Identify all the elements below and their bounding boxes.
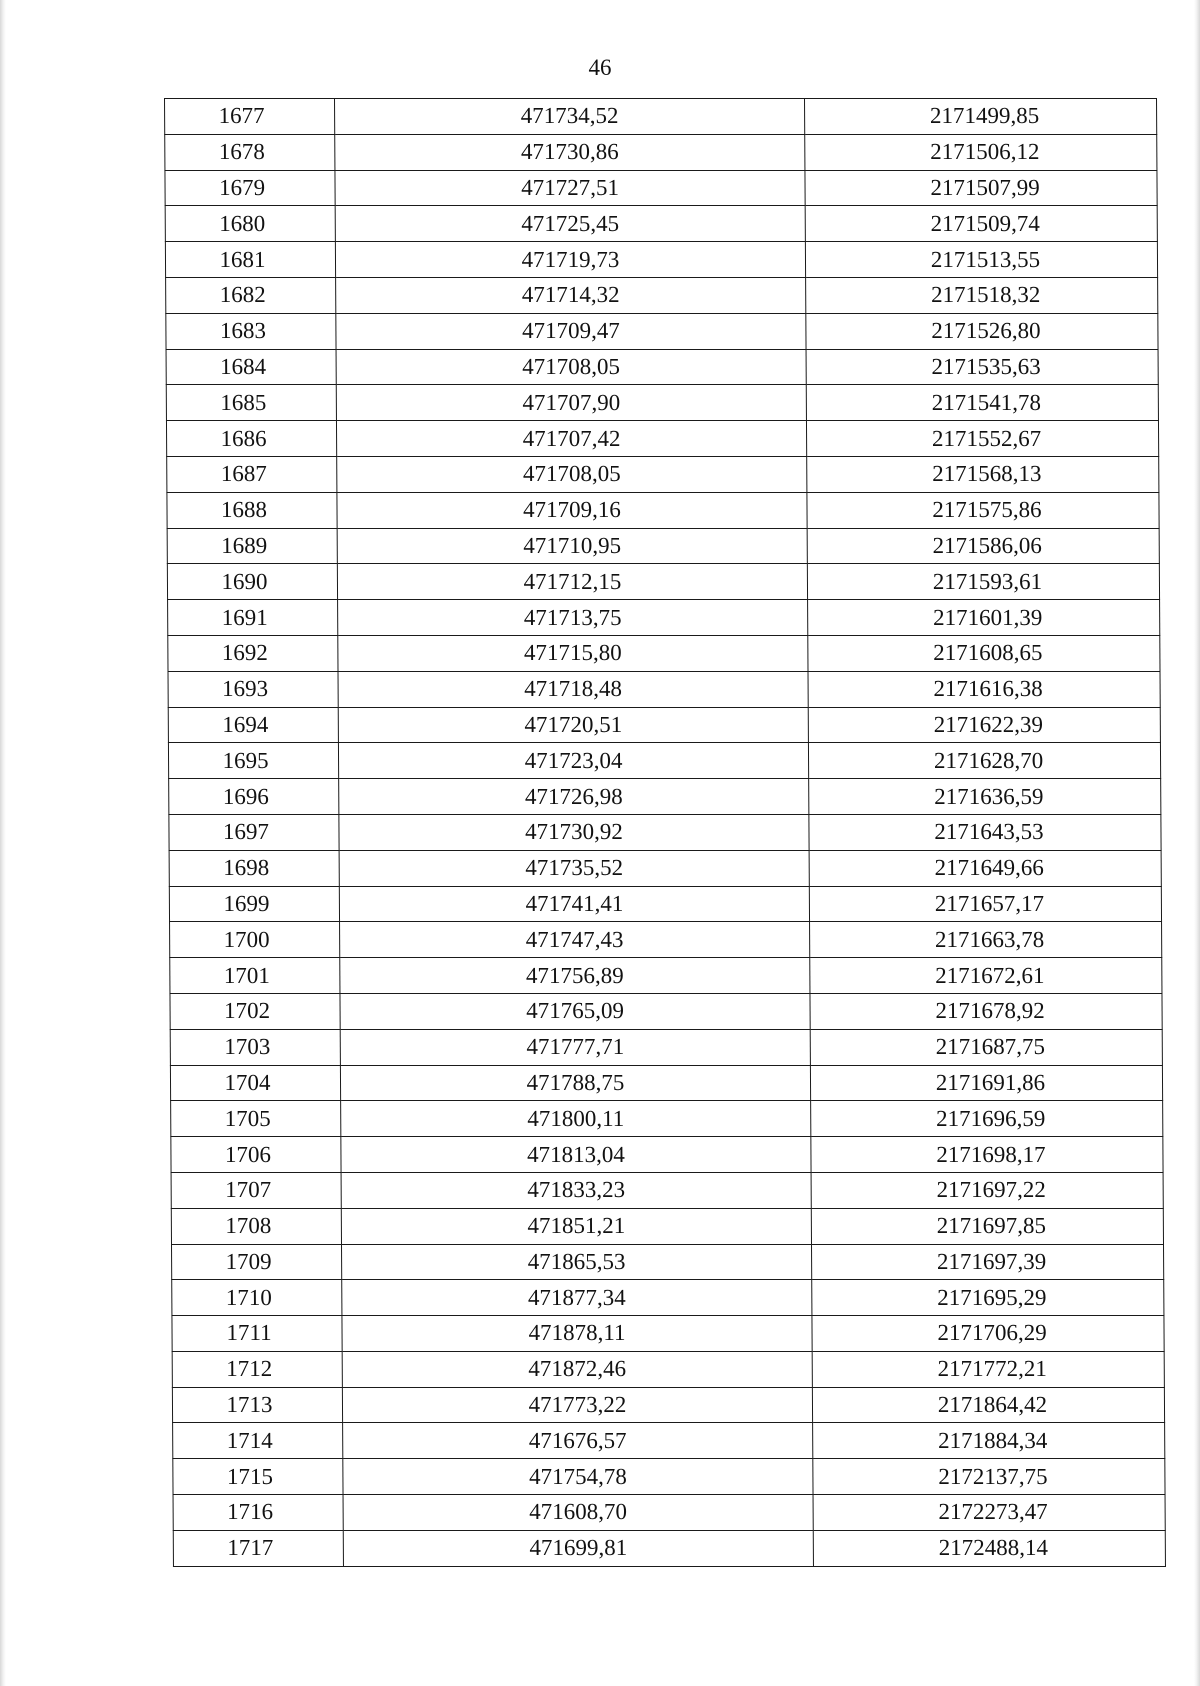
y-coordinate-cell: 2171526,80: [806, 313, 1158, 349]
x-coordinate-cell: 471872,46: [342, 1351, 812, 1387]
point-number-cell: 1681: [165, 242, 335, 278]
point-number-cell: 1690: [167, 564, 337, 600]
point-number-cell: 1707: [171, 1172, 341, 1208]
table-row: [165, 242, 1157, 278]
point-number-cell: 1717: [173, 1530, 343, 1566]
y-coordinate-cell: 2171622,39: [808, 707, 1160, 743]
table-row: [170, 1065, 1162, 1101]
table-row: [165, 134, 1157, 170]
x-coordinate-cell: 471865,53: [342, 1244, 812, 1280]
y-coordinate-cell: 2171864,42: [812, 1387, 1164, 1423]
y-coordinate-cell: 2171506,12: [805, 134, 1157, 170]
x-coordinate-cell: 471708,05: [336, 349, 806, 385]
point-number-cell: 1700: [170, 922, 340, 958]
table-row: [166, 349, 1158, 385]
x-coordinate-cell: 471709,47: [336, 313, 806, 349]
x-coordinate-cell: 471709,16: [337, 492, 807, 528]
point-number-cell: 1698: [169, 850, 339, 886]
table-row: [166, 385, 1158, 421]
y-coordinate-cell: 2171884,34: [813, 1423, 1165, 1459]
x-coordinate-cell: 471788,75: [340, 1065, 810, 1101]
table-row: [165, 206, 1157, 242]
point-number-cell: 1684: [166, 349, 336, 385]
point-number-cell: 1680: [165, 206, 335, 242]
x-coordinate-cell: 471756,89: [340, 958, 810, 994]
point-number-cell: 1702: [170, 993, 340, 1029]
y-coordinate-cell: 2171698,17: [811, 1137, 1163, 1173]
table-row: [171, 1172, 1163, 1208]
x-coordinate-cell: 471707,42: [336, 421, 806, 457]
table-row: [170, 1029, 1162, 1065]
point-number-cell: 1704: [170, 1065, 340, 1101]
y-coordinate-cell: 2171697,22: [811, 1172, 1163, 1208]
table-row: [173, 1530, 1165, 1566]
point-number-cell: 1712: [172, 1351, 342, 1387]
point-number-cell: 1709: [172, 1244, 342, 1280]
y-coordinate-cell: 2171541,78: [806, 385, 1158, 421]
point-number-cell: 1687: [167, 456, 337, 492]
x-coordinate-cell: 471777,71: [340, 1029, 810, 1065]
y-coordinate-cell: 2171586,06: [807, 528, 1159, 564]
y-coordinate-cell: 2171575,86: [807, 492, 1159, 528]
page-number: 46: [588, 55, 612, 80]
table-row: [169, 850, 1161, 886]
y-coordinate-cell: 2171643,53: [809, 814, 1161, 850]
y-coordinate-cell: 2171691,86: [810, 1065, 1162, 1101]
x-coordinate-cell: 471813,04: [341, 1137, 811, 1173]
x-coordinate-cell: 471725,45: [335, 206, 805, 242]
table-row: [167, 564, 1159, 600]
point-number-cell: 1696: [169, 779, 339, 815]
y-coordinate-cell: 2171697,85: [811, 1208, 1163, 1244]
table-row: [172, 1387, 1164, 1423]
point-number-cell: 1713: [172, 1387, 342, 1423]
point-number-cell: 1706: [171, 1137, 341, 1173]
point-number-cell: 1685: [166, 385, 336, 421]
y-coordinate-cell: 2172273,47: [813, 1495, 1165, 1531]
x-coordinate-cell: 471710,95: [337, 528, 807, 564]
y-coordinate-cell: 2171696,59: [811, 1101, 1163, 1137]
point-number-cell: 1688: [167, 492, 337, 528]
x-coordinate-cell: 471714,32: [336, 277, 806, 313]
point-number-cell: 1697: [169, 814, 339, 850]
x-coordinate-cell: 471754,78: [343, 1459, 813, 1495]
table-row: [167, 492, 1159, 528]
y-coordinate-cell: 2171706,29: [812, 1316, 1164, 1352]
y-coordinate-cell: 2171535,63: [806, 349, 1158, 385]
y-coordinate-cell: 2171593,61: [807, 564, 1159, 600]
point-number-cell: 1689: [167, 528, 337, 564]
point-number-cell: 1714: [173, 1423, 343, 1459]
x-coordinate-cell: 471851,21: [341, 1208, 811, 1244]
x-coordinate-cell: 471877,34: [342, 1280, 812, 1316]
y-coordinate-cell: 2171601,39: [808, 600, 1160, 636]
y-coordinate-cell: 2171697,39: [812, 1244, 1164, 1280]
x-coordinate-cell: 471723,04: [338, 743, 808, 779]
point-number-cell: 1716: [173, 1495, 343, 1531]
table-row: [165, 170, 1157, 206]
y-coordinate-cell: 2171678,92: [810, 993, 1162, 1029]
table-row: [166, 313, 1158, 349]
x-coordinate-cell: 471765,09: [340, 993, 810, 1029]
y-coordinate-cell: 2172137,75: [813, 1459, 1165, 1495]
point-number-cell: 1694: [168, 707, 338, 743]
x-coordinate-cell: 471707,90: [336, 385, 806, 421]
table-row: [172, 1316, 1164, 1352]
table-row: [171, 1137, 1163, 1173]
point-number-cell: 1691: [168, 600, 338, 636]
table-row: [170, 958, 1162, 994]
x-coordinate-cell: 471773,22: [342, 1387, 812, 1423]
table-row: [172, 1351, 1164, 1387]
x-coordinate-cell: 471730,86: [335, 134, 805, 170]
y-coordinate-cell: 2171552,67: [806, 421, 1158, 457]
x-coordinate-cell: 471719,73: [335, 242, 805, 278]
x-coordinate-cell: 471833,23: [341, 1172, 811, 1208]
x-coordinate-cell: 471747,43: [340, 922, 810, 958]
table-row: [166, 421, 1158, 457]
table-row: [165, 99, 1157, 135]
coordinates-table: [164, 98, 1166, 1567]
x-coordinate-cell: 471727,51: [335, 170, 805, 206]
table-row: [168, 743, 1160, 779]
y-coordinate-cell: 2171695,29: [812, 1280, 1164, 1316]
x-coordinate-cell: 471718,48: [338, 671, 808, 707]
point-number-cell: 1679: [165, 170, 335, 206]
y-coordinate-cell: 2171649,66: [809, 850, 1161, 886]
table-row: [172, 1280, 1164, 1316]
table-row: [168, 635, 1160, 671]
x-coordinate-cell: 471715,80: [338, 635, 808, 671]
table-row: [169, 814, 1161, 850]
y-coordinate-cell: 2171672,61: [810, 958, 1162, 994]
point-number-cell: 1677: [165, 99, 335, 135]
x-coordinate-cell: 471676,57: [343, 1423, 813, 1459]
point-number-cell: 1710: [172, 1280, 342, 1316]
y-coordinate-cell: 2171657,17: [809, 886, 1161, 922]
y-coordinate-cell: 2171513,55: [805, 242, 1157, 278]
table-row: [169, 779, 1161, 815]
x-coordinate-cell: 471699,81: [343, 1530, 813, 1566]
table-row: [173, 1459, 1165, 1495]
table-row: [168, 707, 1160, 743]
point-number-cell: 1686: [166, 421, 336, 457]
point-number-cell: 1683: [166, 313, 336, 349]
table-row: [167, 456, 1159, 492]
point-number-cell: 1708: [171, 1208, 341, 1244]
y-coordinate-cell: 2171568,13: [807, 456, 1159, 492]
point-number-cell: 1701: [170, 958, 340, 994]
coordinates-table-body: [165, 99, 1166, 1567]
x-coordinate-cell: 471734,52: [335, 99, 805, 135]
table-row: [170, 993, 1162, 1029]
point-number-cell: 1715: [173, 1459, 343, 1495]
x-coordinate-cell: 471712,15: [337, 564, 807, 600]
x-coordinate-cell: 471800,11: [341, 1101, 811, 1137]
table-row: [171, 1208, 1163, 1244]
table-row: [167, 528, 1159, 564]
scan-edge-right: [1194, 0, 1200, 1686]
point-number-cell: 1692: [168, 635, 338, 671]
table-row: [173, 1423, 1165, 1459]
table-row: [166, 277, 1158, 313]
y-coordinate-cell: 2171628,70: [808, 743, 1160, 779]
point-number-cell: 1693: [168, 671, 338, 707]
table-row: [170, 922, 1162, 958]
point-number-cell: 1705: [171, 1101, 341, 1137]
table-row: [168, 671, 1160, 707]
y-coordinate-cell: 2171772,21: [812, 1351, 1164, 1387]
y-coordinate-cell: 2172488,14: [813, 1530, 1165, 1566]
x-coordinate-cell: 471730,92: [339, 814, 809, 850]
x-coordinate-cell: 471720,51: [338, 707, 808, 743]
y-coordinate-cell: 2171518,32: [806, 277, 1158, 313]
y-coordinate-cell: 2171636,59: [809, 779, 1161, 815]
scan-edge-left: [0, 0, 6, 1686]
point-number-cell: 1678: [165, 134, 335, 170]
y-coordinate-cell: 2171663,78: [810, 922, 1162, 958]
table-row: [168, 600, 1160, 636]
table-row: [171, 1101, 1163, 1137]
point-number-cell: 1682: [166, 277, 336, 313]
y-coordinate-cell: 2171608,65: [808, 635, 1160, 671]
y-coordinate-cell: 2171687,75: [810, 1029, 1162, 1065]
x-coordinate-cell: 471608,70: [343, 1495, 813, 1531]
table-row: [169, 886, 1161, 922]
point-number-cell: 1711: [172, 1316, 342, 1352]
y-coordinate-cell: 2171509,74: [805, 206, 1157, 242]
x-coordinate-cell: 471741,41: [339, 886, 809, 922]
x-coordinate-cell: 471708,05: [337, 456, 807, 492]
point-number-cell: 1699: [169, 886, 339, 922]
y-coordinate-cell: 2171616,38: [808, 671, 1160, 707]
x-coordinate-cell: 471735,52: [339, 850, 809, 886]
x-coordinate-cell: 471726,98: [339, 779, 809, 815]
x-coordinate-cell: 471878,11: [342, 1316, 812, 1352]
x-coordinate-cell: 471713,75: [338, 600, 808, 636]
y-coordinate-cell: 2171507,99: [805, 170, 1157, 206]
y-coordinate-cell: 2171499,85: [805, 99, 1157, 135]
table-row: [173, 1495, 1165, 1531]
table-row: [172, 1244, 1164, 1280]
point-number-cell: 1703: [170, 1029, 340, 1065]
point-number-cell: 1695: [168, 743, 338, 779]
